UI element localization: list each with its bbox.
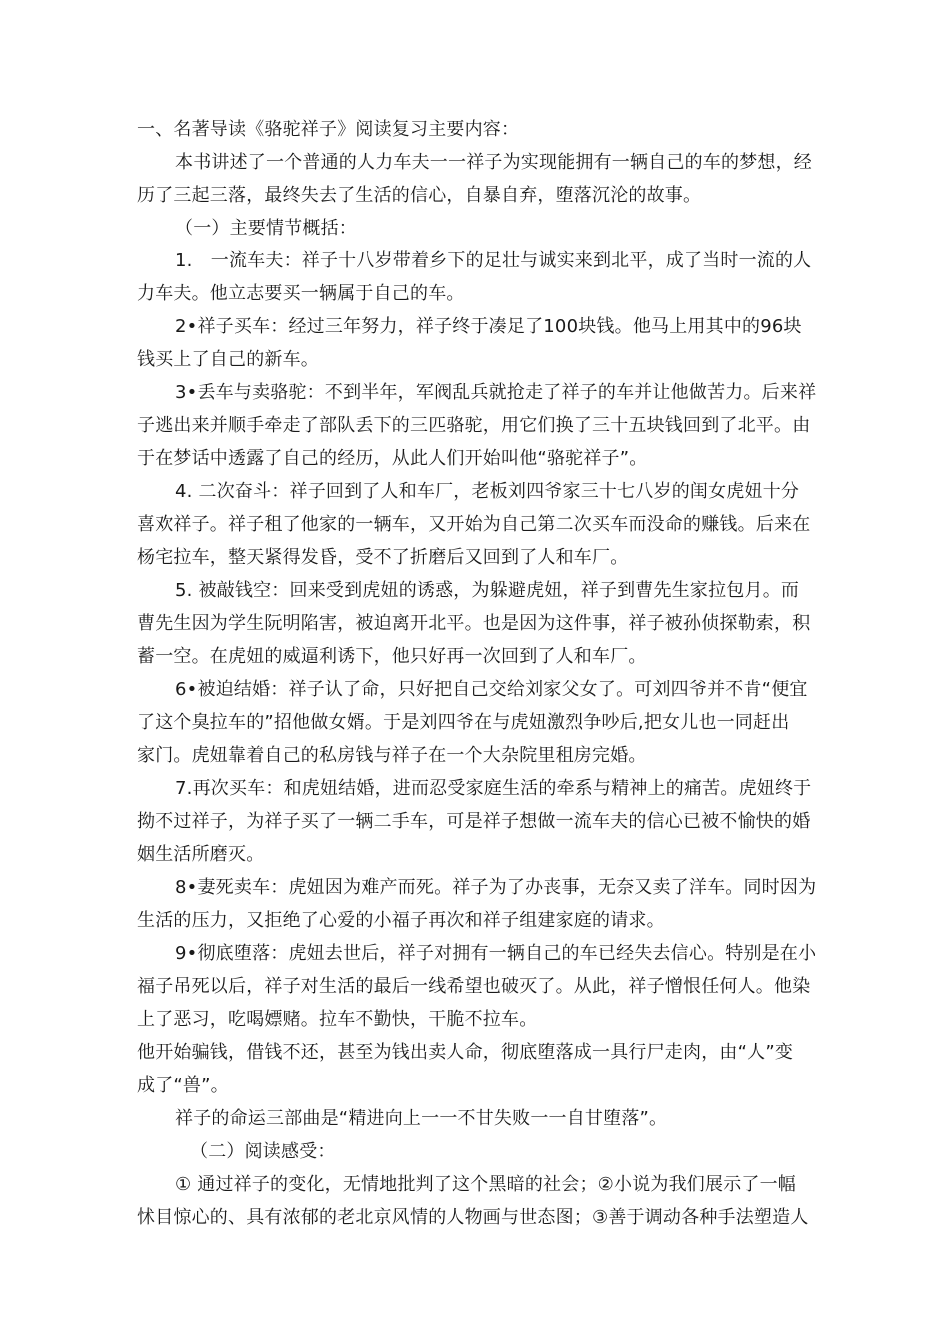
plot-item-3: 3•丢车与卖骆驼：不到半年，军阀乱兵就抢走了祥子的车并让他做苦力。后来祥 xyxy=(175,382,817,403)
plot-item-4-cont: 杨宅拉车，整天紧得发昏，受不了折磨后又回到了人和车厂。 xyxy=(137,547,629,568)
plot-item-8-cont: 生活的压力，又拒绝了心爱的小福子再次和祥子组建家庭的请求。 xyxy=(137,910,665,931)
plot-item-7-cont: 姻生活所磨灭。 xyxy=(137,844,265,865)
continuation-line: 成了“兽”。 xyxy=(137,1075,229,1096)
plot-item-3-cont: 子逃出来并顺手牵走了部队丢下的三匹骆驼，用它们换了三十五块钱回到了北平。由 xyxy=(137,415,811,436)
plot-item-5: 5. 被敲钱空：回来受到虎妞的诱惑，为躲避虎妞，祥子到曹先生家拉包月。而 xyxy=(175,580,800,601)
plot-item-9-cont: 上了恶习，吃喝嫖赌。拉车不勤快，干脆不拉车。 xyxy=(137,1009,538,1030)
plot-item-6: 6•被迫结婚：祥子认了命，只好把自己交给刘家父女了。可刘四爷并不肯“便宜 xyxy=(175,679,808,700)
intro-line: 本书讲述了一个普通的人力车夫一一祥子为实现能拥有一辆自己的车的梦想，经 xyxy=(175,152,812,173)
plot-item-1-cont: 力车夫。他立志要买一辆属于自己的车。 xyxy=(137,283,465,304)
feelings-line: ① 通过祥子的变化，无情地批判了这个黑暗的社会；②小说为我们展示了一幅 xyxy=(175,1174,796,1195)
continuation-line: 他开始骗钱，借钱不还，甚至为钱出卖人命，彻底堕落成一具行尸走肉，由“人”变 xyxy=(137,1042,794,1063)
plot-item-6-cont: 家门。虎妞靠着自己的私房钱与祥子在一个大杂院里租房完婚。 xyxy=(137,745,647,766)
plot-item-3-cont: 于在梦话中透露了自己的经历，从此人们开始叫他“骆驼祥子”。 xyxy=(137,448,648,469)
plot-item-4-cont: 喜欢祥子。祥子租了他家的一辆车，又开始为自己第二次买车而没命的赚钱。后来在 xyxy=(137,514,811,535)
plot-item-2-cont: 钱买上了自己的新车。 xyxy=(137,349,319,370)
section-title-feelings: （二）阅读感受： xyxy=(190,1141,336,1162)
plot-item-6-cont: 了这个臭拉车的”招他做女婿。于是刘四爷在与虎妞激烈争吵后,把女儿也一同赶出 xyxy=(137,712,790,733)
plot-item-7-cont: 拗不过祥子，为祥子买了一辆二手车，可是祥子想做一流车夫的信心已被不愉快的婚 xyxy=(137,811,811,832)
plot-item-5-cont: 蓄一空。在虎妞的威逼利诱下，他只好再一次回到了人和车厂。 xyxy=(137,646,647,667)
trilogy-line: 祥子的命运三部曲是“精进向上一一不甘失败一一自甘堕落”。 xyxy=(175,1108,668,1129)
plot-item-1: 1. 一流车夫：祥子十八岁带着乡下的足壮与诚实来到北平，成了当时一流的人 xyxy=(175,250,812,271)
plot-item-4: 4. 二次奋斗：祥子回到了人和车厂，老板刘四爷家三十七八岁的闺女虎妞十分 xyxy=(175,481,800,502)
feelings-line: 怵目惊心的、具有浓郁的老北京风情的人物画与世态图；③善于调动各种手法塑造人 xyxy=(137,1207,809,1228)
plot-item-8: 8•妻死卖车：虎妞因为难产而死。祥子为了办丧事，无奈又卖了洋车。同时因为 xyxy=(175,877,817,898)
plot-item-7: 7.再次买车：和虎妞结婚，进而忍受家庭生活的牵系与精神上的痛苦。虎妞终于 xyxy=(175,778,812,799)
intro-line: 历了三起三落，最终失去了生活的信心，自暴自弃，堕落沉沦的故事。 xyxy=(137,185,702,206)
plot-item-9-cont: 福子吊死以后，祥子对生活的最后一线希望也破灭了。从此，祥子憎恨任何人。他染 xyxy=(137,976,811,997)
plot-item-9: 9•彻底堕落：虎妞去世后，祥子对拥有一辆自己的车已经失去信心。特别是在小 xyxy=(175,943,817,964)
section-title-plot: （一）主要情节概括： xyxy=(175,218,357,239)
document-heading: 一、名著导读《骆驼祥子》阅读复习主要内容： xyxy=(137,119,520,140)
plot-item-2: 2•祥子买车：经过三年努力，祥子终于凑足了100块钱。他马上用其中的96块 xyxy=(175,316,802,337)
plot-item-5-cont: 曹先生因为学生阮明陷害，被迫离开北平。也是因为这件事，祥子被孙侦探勒索，积 xyxy=(137,613,811,634)
